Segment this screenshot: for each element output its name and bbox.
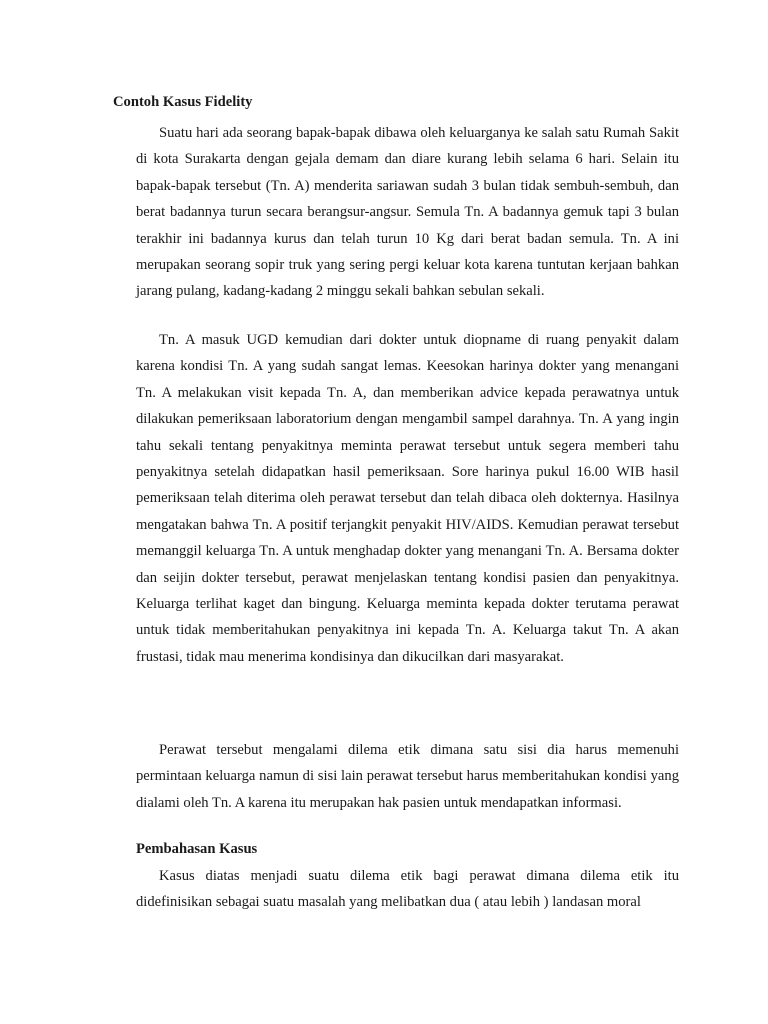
document-title: Contoh Kasus Fidelity: [113, 94, 253, 110]
paragraph-case-intro: Suatu hari ada seorang bapak-bapak dibawa oleh keluarganya ke salah satu Rumah Sakit di kota Surakarta dengan gejala demam dan diare kurang lebih selama 6 hari. Selain itu bapak-bapak tersebut (Tn. A) menderita sariawan sudah 3 bulan tidak sembuh-sembuh, dan berat badannya turun secara berangsur-angsur. Semula Tn. A badannya gemuk tapi 3 bulan terakhir ini badannya kurus dan telah turun 10 Kg dari berat badan semula. Tn. A ini merupakan seorang sopir truk yang sering pergi keluar kota karena tuntutan kerjaan bahkan jarang pulang, kadang-kadang 2 minggu sekali bahkan sebulan sekali.: [136, 125, 679, 300]
paragraph-case-diagnosis: Tn. A masuk UGD kemudian dari dokter untuk diopname di ruang penyakit dalam karena kondisi Tn. A yang sudah sangat lemas. Keesokan harinya dokter yang menangani Tn. A melakukan visit kepada Tn. A, dan memberikan advice kepada perawatnya untuk dilakukan pemeriksaan laboratorium dengan mengambil sampel darahnya. Tn. A yang ingin tahu sekali tentang penyakitnya meminta perawat tersebut untuk segera memberi tahu penyakitnya setelah didapatkan hasil pemeriksaan. Sore harinya pukul 16.00 WIB hasil pemeriksaan telah diterima oleh perawat tersebut dan telah dibaca oleh dokternya. Hasilnya mengatakan bahwa Tn. A positif terjangkit penyakit HIV/AIDS. Kemudian perawat tersebut memanggil keluarga Tn. A untuk menghadap dokter yang menangani Tn. A. Bersama dokter dan seijin dokter tersebut, perawat menjelaskan tentang kondisi pasien dan penyakitnya. Keluarga terlihat kaget dan bingung. Keluarga meminta kepada dokter terutama perawat untuk tidak memberitahukan penyakitnya ini kepada Tn. A. Keluarga takut Tn. A akan frustasi, tidak mau menerima kondisinya dan dikucilkan dari masyarakat.: [136, 332, 679, 665]
paragraph-discussion: Kasus diatas menjadi suatu dilema etik bagi perawat dimana dilema etik itu didefinisikan sebagai suatu masalah yang melibatkan dua ( atau lebih ) landasan moral: [136, 868, 679, 911]
paragraph-ethical-dilemma: Perawat tersebut mengalami dilema etik dimana satu sisi dia harus memenuhi permintaan keluarga namun di sisi lain perawat tersebut harus memberitahukan kondisi yang dialami oleh Tn. A karena itu merupakan hak pasien untuk mendapatkan informasi.: [136, 742, 679, 811]
section-heading-discussion: Pembahasan Kasus: [136, 841, 258, 857]
